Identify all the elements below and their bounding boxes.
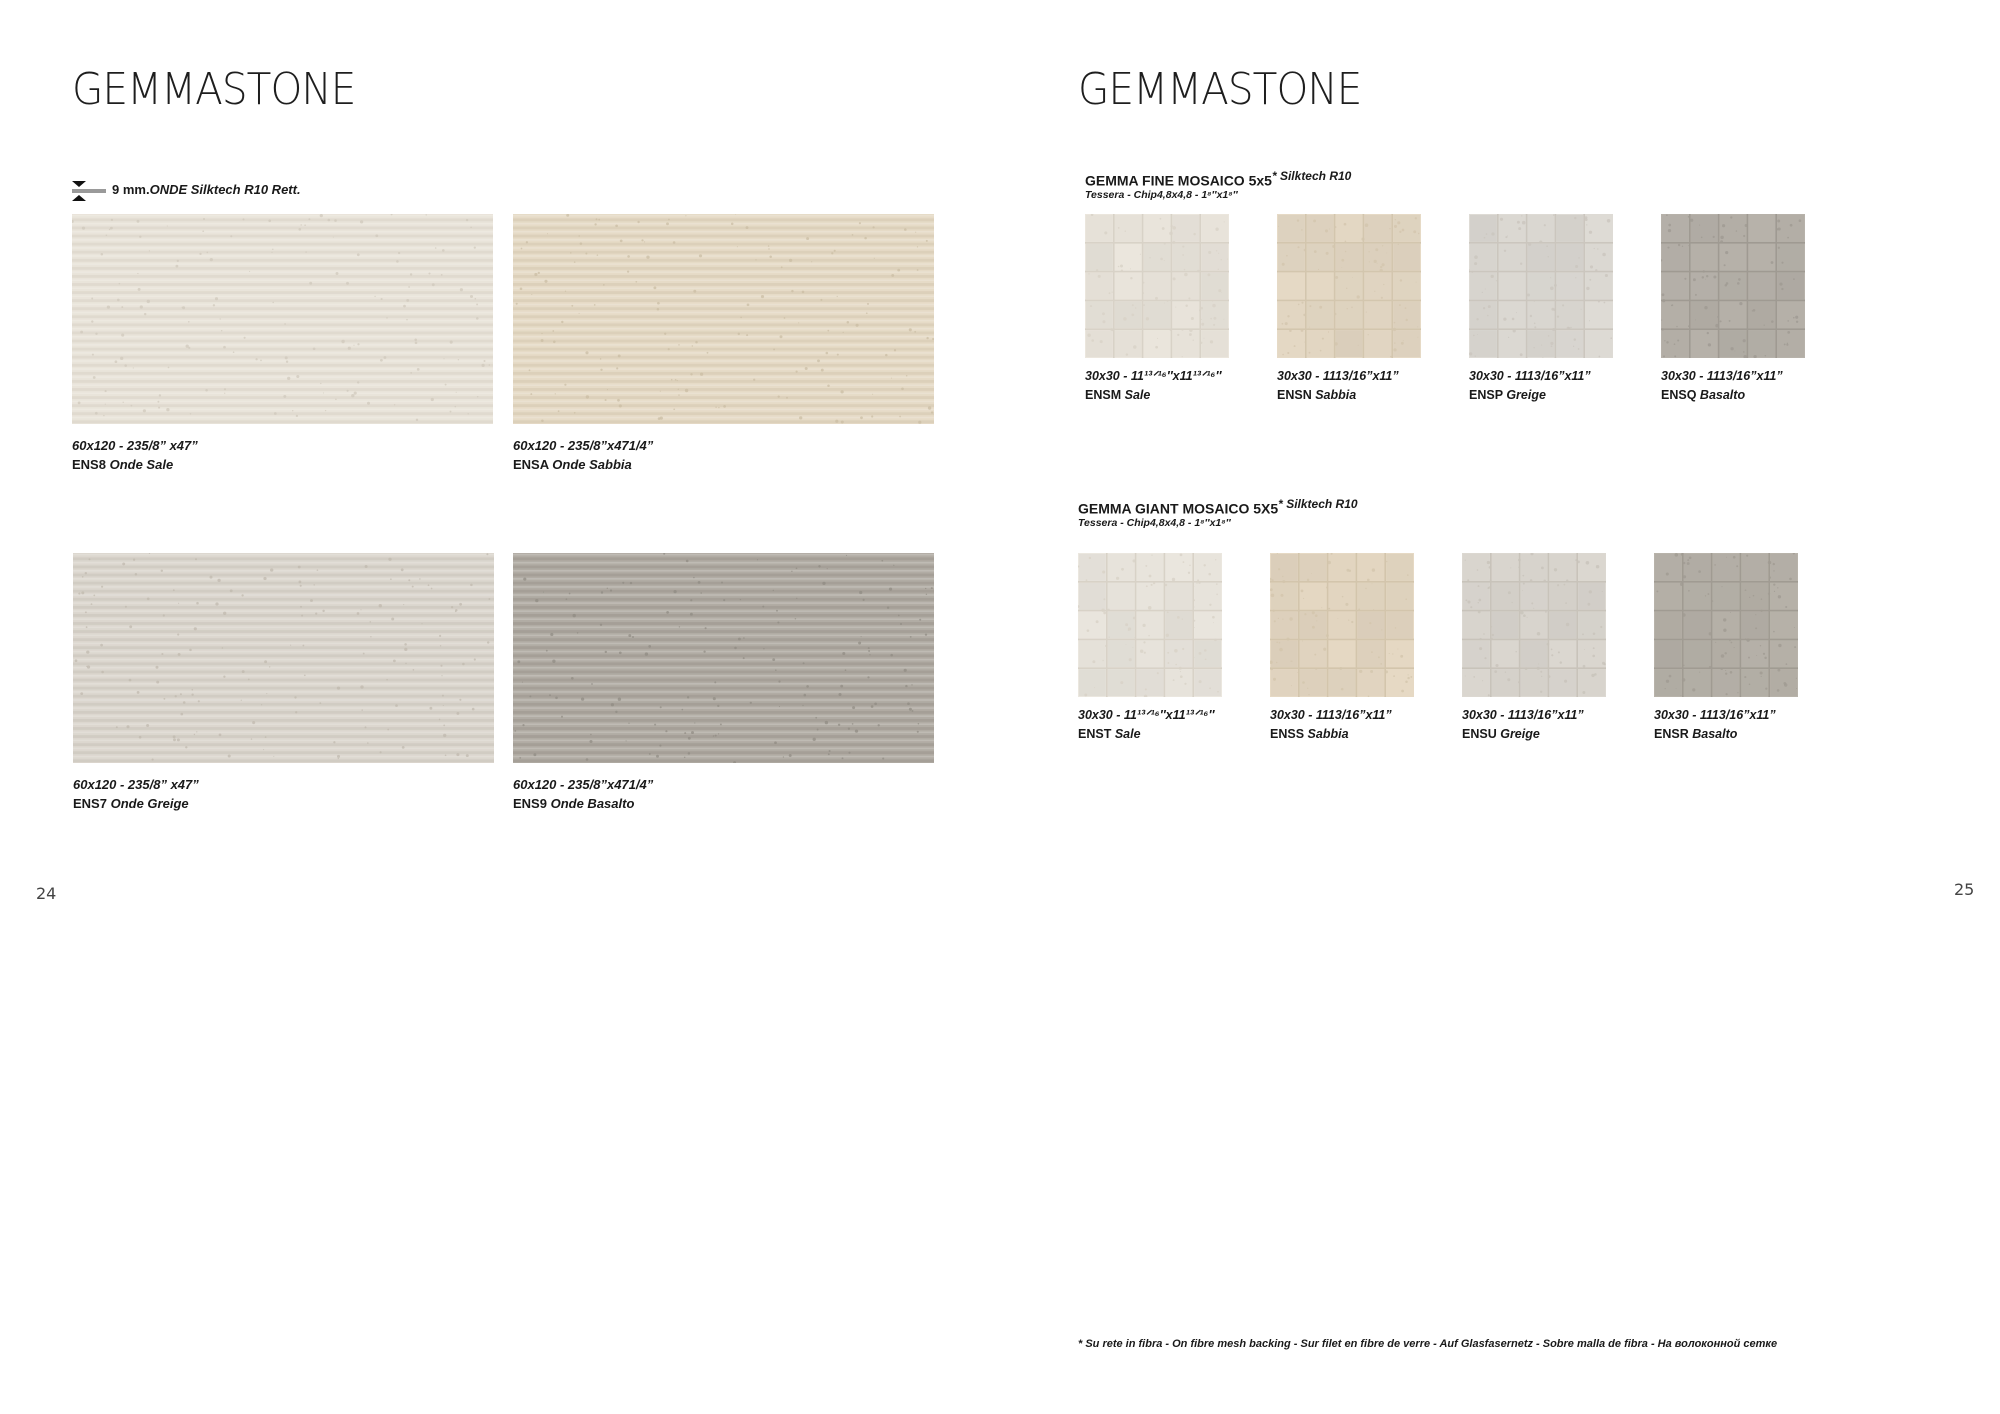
mosaic-code: ENSM xyxy=(1085,388,1122,402)
mosaic-name: Greige xyxy=(1500,727,1540,741)
mosaic-code: ENSR xyxy=(1654,727,1689,741)
mosaic-size: 30x30 - 11¹³ᐟ¹⁶″x11¹³ᐟ¹⁶″ xyxy=(1085,369,1222,383)
mosaic-name: Sale xyxy=(1114,727,1141,741)
tile-size: 60x120 - 235/8”x471/4” xyxy=(513,777,654,792)
mosaic-name: Sale xyxy=(1124,388,1151,402)
tile-code: ENS9 xyxy=(513,796,547,811)
mosaic-size: 30x30 - 1113/16”x11” xyxy=(1270,708,1392,722)
mosaic-caption-enss xyxy=(1270,706,1392,744)
tile-name: Onde Sabbia xyxy=(552,457,632,472)
mosaic-name: Basalto xyxy=(1699,388,1746,402)
section-title-suffix: Silktech R10 xyxy=(1286,497,1358,511)
page-number-left: 24 xyxy=(36,884,57,903)
tile-size: 60x120 - 235/8” x47” xyxy=(72,438,198,453)
tile-name: Onde Sale xyxy=(109,457,174,472)
tile-name: Onde Basalto xyxy=(550,796,635,811)
page-number-right: 25 xyxy=(1954,880,1975,899)
tile-image-ens7 xyxy=(73,553,494,763)
mosaic-caption-ensq xyxy=(1661,367,1783,405)
mosaic-code: ENSQ xyxy=(1661,388,1697,402)
section-subtitle: Tessera - Chip4,8x4,8 - 1⁸″x1⁸″ xyxy=(1078,516,1231,529)
tile-caption-ensa xyxy=(513,436,653,474)
section-subtitle: Tessera - Chip4,8x4,8 - 1⁸″x1⁸″ xyxy=(1085,188,1238,201)
thickness-label xyxy=(112,182,301,197)
mosaic-image-ensu xyxy=(1462,553,1606,697)
tile-image-ensa xyxy=(513,214,934,424)
mosaic-code: ENSS xyxy=(1270,727,1305,741)
mosaic-code: ENSN xyxy=(1277,388,1312,402)
mosaic-code: ENST xyxy=(1078,727,1112,741)
mosaic-name: Greige xyxy=(1506,388,1546,402)
mosaic-code: ENSP xyxy=(1469,388,1503,402)
mosaic-size: 30x30 - 1113/16”x11” xyxy=(1277,369,1399,383)
section-title-giant-mosaico: GEMMA GIANT MOSAICO 5X5* Silktech R10 Tessera - Chip4,8x4,8 - 1⁸″x1⁸″ xyxy=(1078,497,1358,529)
tile-code: ENS7 xyxy=(73,796,107,811)
tile-size: 60x120 - 235/8” x47” xyxy=(73,777,199,792)
mosaic-size: 30x30 - 1113/16”x11” xyxy=(1469,369,1591,383)
mosaic-caption-ensp xyxy=(1469,367,1591,405)
tile-code: ENSA xyxy=(513,457,549,472)
tile-caption-ens9 xyxy=(513,775,653,813)
mosaic-name: Basalto xyxy=(1692,727,1738,741)
mosaic-name: Sabbia xyxy=(1307,727,1349,741)
mosaic-caption-ensu xyxy=(1462,706,1584,744)
tile-code: ENS8 xyxy=(72,457,106,472)
mosaic-caption-ensm xyxy=(1085,367,1221,405)
tile-caption-ens7 xyxy=(73,775,199,813)
mosaic-image-enss xyxy=(1270,553,1414,697)
left-brand-title: GEMMASTONE xyxy=(72,64,356,115)
mosaic-image-ensp xyxy=(1469,214,1613,358)
mosaic-size: 30x30 - 11¹³ᐟ¹⁶″x11¹³ᐟ¹⁶″ xyxy=(1078,708,1215,722)
footnote: * Su rete in fibra - On fibre mesh backing - Sur filet en fibre de verre - Auf Glasfasernetz - Sobre malla de fibra - На волоконной сетке xyxy=(1078,1338,1778,1350)
section-title-text: GEMMA GIANT MOSAICO 5X5 xyxy=(1078,500,1279,517)
thickness-icon xyxy=(72,181,106,201)
section-title-text: GEMMA FINE MOSAICO 5x5 xyxy=(1085,172,1272,189)
section-title-fine-mosaico: GEMMA FINE MOSAICO 5x5* Silktech R10 Tessera - Chip4,8x4,8 - 1⁸″x1⁸″ xyxy=(1085,169,1352,201)
tile-caption-ens8 xyxy=(72,436,198,474)
tile-image-ens8 xyxy=(72,214,493,424)
mosaic-image-enst xyxy=(1078,553,1222,697)
thickness-value: 9 mm. xyxy=(112,182,150,197)
mosaic-caption-ensn xyxy=(1277,367,1399,405)
tile-image-ens9 xyxy=(513,553,934,763)
mosaic-image-ensn xyxy=(1277,214,1421,358)
mosaic-size: 30x30 - 1113/16”x11” xyxy=(1654,708,1776,722)
mosaic-size: 30x30 - 1113/16”x11” xyxy=(1462,708,1584,722)
mosaic-image-ensq xyxy=(1661,214,1805,358)
section-title-suffix: Silktech R10 xyxy=(1279,169,1352,183)
mosaic-image-ensr xyxy=(1654,553,1798,697)
mosaic-code: ENSU xyxy=(1462,727,1497,741)
mosaic-image-ensm xyxy=(1085,214,1229,358)
mosaic-caption-enst xyxy=(1078,706,1214,744)
mosaic-name: Sabbia xyxy=(1315,388,1357,402)
tile-size: 60x120 - 235/8”x471/4” xyxy=(513,438,654,453)
right-brand-title: GEMMASTONE xyxy=(1078,64,1362,115)
thickness-series: ONDE Silktech R10 Rett. xyxy=(149,182,301,197)
mosaic-size: 30x30 - 1113/16”x11” xyxy=(1661,369,1783,383)
tile-name: Onde Greige xyxy=(110,796,189,811)
mosaic-caption-ensr xyxy=(1654,706,1776,744)
